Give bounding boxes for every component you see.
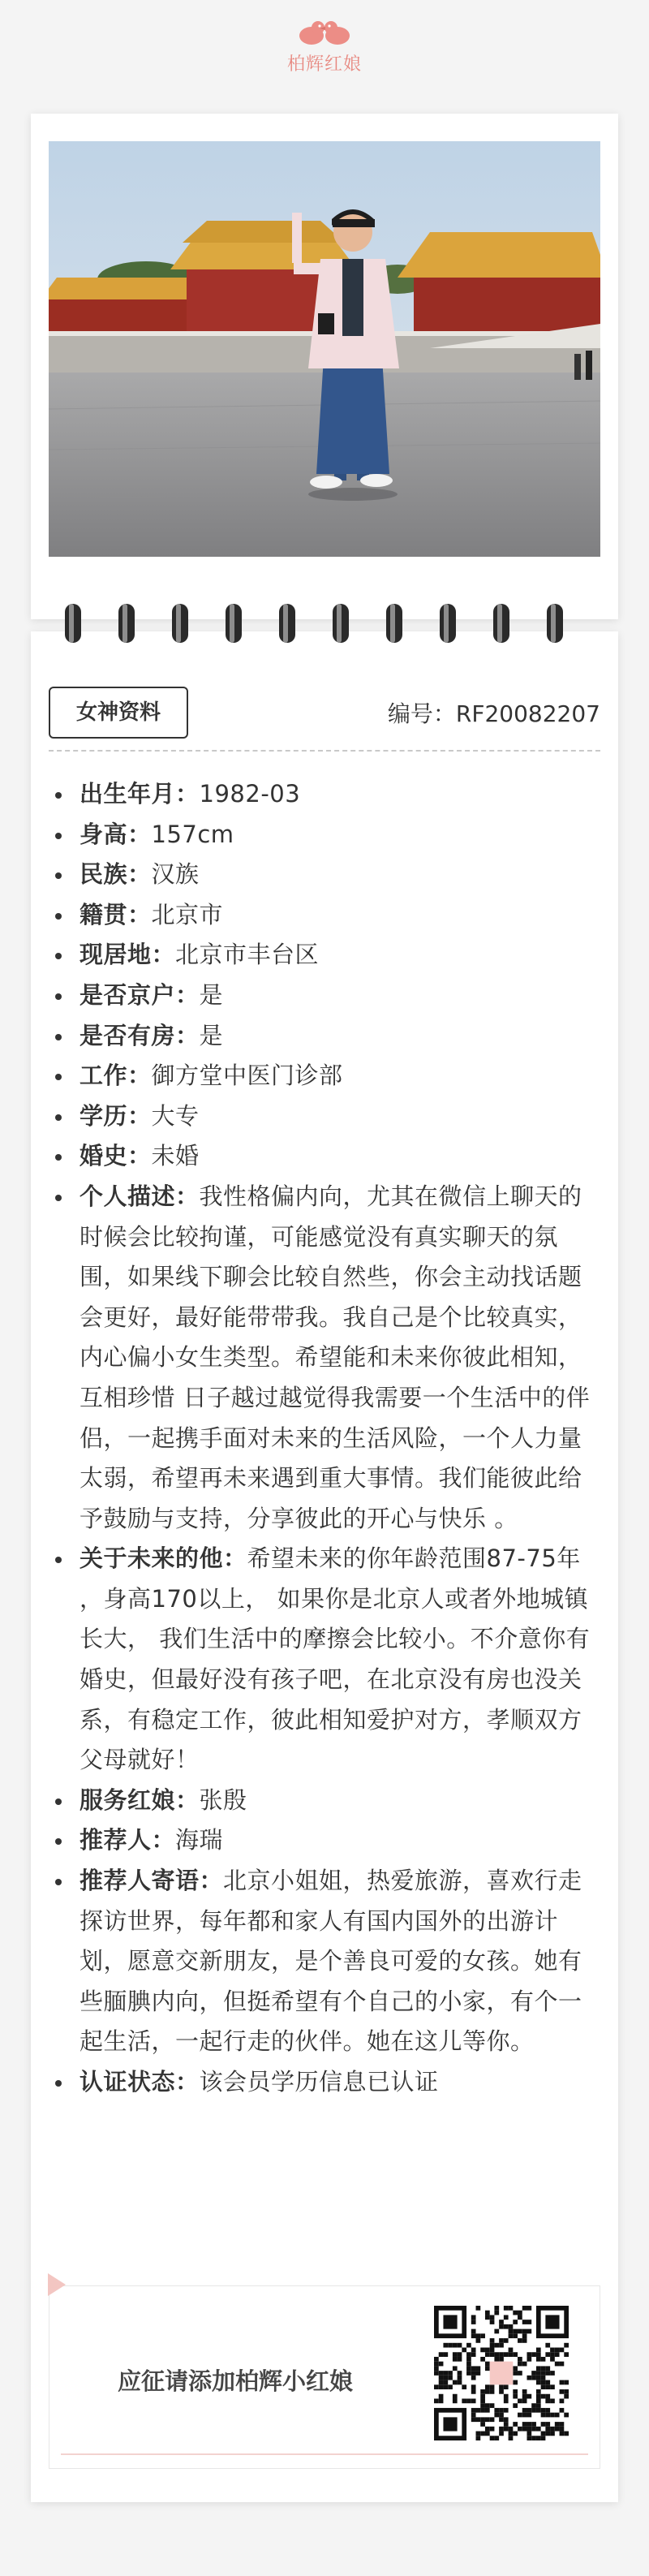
- list-item: [49, 1177, 600, 1539]
- item-value: 未婚: [151, 1142, 200, 1170]
- item-key: 认证状态：: [80, 2068, 200, 2096]
- contact-footer: [49, 2285, 600, 2469]
- item-value: 张殷: [199, 1786, 247, 1814]
- item-key: 现居地：: [80, 941, 176, 969]
- binder-ring-icon: [331, 601, 350, 646]
- list-item: [49, 1861, 600, 2062]
- item-value: 是: [199, 980, 224, 1009]
- item-value: 该会员学历信息已认证: [199, 2068, 439, 2096]
- brand-name: 柏辉红娘: [286, 54, 362, 75]
- item-value: 海瑞: [175, 1826, 224, 1854]
- item-value: 汉族: [151, 860, 200, 889]
- item-key: 是否有房：: [80, 1021, 200, 1049]
- item-value: 我性格偏内向，尤其在微信上聊天的时候会比较拘谨，可能感觉没有真实聊天的氛围，如果线下聊会比较自然些，你会主动找话题会更好，最好能带带我。我自己是个比较真实，内心偏小女生类型。希望能和未来你彼此相知，互相珍惜 日子越过越觉得我需要一个生活中的伴侣，一起携手面对未来的生活风险，一个人力量太弱，希望再未来遇到重大事情。我们能彼此给予鼓励与支持，分享彼此的开心与快乐 。: [80, 1182, 591, 1532]
- item-key: 身高：: [80, 820, 152, 848]
- item-key: 工作：: [80, 1062, 152, 1090]
- footer-divider: [61, 2453, 588, 2455]
- dashed-divider: [49, 750, 600, 752]
- item-key: 推荐人寄语：: [80, 1867, 224, 1895]
- item-key: 关于未来的他：: [80, 1544, 247, 1573]
- list-item: [49, 1056, 600, 1096]
- binder-ring-icon: [277, 601, 297, 646]
- cta-text: 应征请添加柏辉小红娘: [118, 2367, 354, 2395]
- item-key: 推荐人：: [80, 1826, 176, 1854]
- item-value: 大专: [151, 1101, 200, 1130]
- binder-ring-icon: [492, 601, 511, 646]
- item-value: 希望未来的你年龄范围87-75年 ，身高170以上， 如果你是北京人或者外地城镇长大， 我们生活中的摩擦会比较小。不介意你有婚史，但最好没有孩子吧，在北京没有房也没关系，有稳定工作，彼此相知爱护对方，孝顺双方父母就好！: [80, 1544, 591, 1774]
- qr-code-icon[interactable]: [434, 2306, 569, 2440]
- list-item: [49, 815, 600, 855]
- list-item: [49, 1781, 600, 1821]
- binder-ring-icon: [170, 601, 190, 646]
- item-value: 1982-03: [199, 780, 301, 808]
- brand-logo: [0, 16, 649, 75]
- list-item: [49, 895, 600, 936]
- item-key: 出生年月：: [80, 780, 200, 808]
- item-value: 北京市: [151, 900, 224, 928]
- item-key: 学历：: [80, 1101, 152, 1130]
- list-item: [49, 935, 600, 976]
- item-key: 籍贯：: [80, 900, 152, 928]
- photo-card: [31, 114, 618, 619]
- list-item: [49, 976, 600, 1016]
- list-item: [49, 774, 600, 815]
- list-item: [49, 1136, 600, 1177]
- section-tag: 女神资料: [49, 687, 188, 739]
- item-value: 北京小姐姐，热爱旅游，喜欢行走探访世界，每年都和家人有国内国外的出游计划，愿意交新朋友，是个善良可爱的女孩。她有些腼腆内向，但挺希望有个自己的小家，有个一起生活，一起行走的伙伴。她在这儿等你。: [80, 1867, 582, 2056]
- item-key: 是否京户：: [80, 980, 200, 1009]
- serial-number: 编号：RF20082207: [387, 700, 600, 727]
- item-key: 民族：: [80, 860, 152, 889]
- binder-ring-icon: [117, 601, 136, 646]
- binder-ring-icon: [438, 601, 458, 646]
- item-value: 北京市丰台区: [175, 941, 320, 969]
- item-key: 服务红娘：: [80, 1786, 200, 1814]
- item-key: 婚史：: [80, 1142, 152, 1170]
- list-item: [49, 2062, 600, 2103]
- list-item: [49, 1539, 600, 1781]
- two-birds-icon: [284, 16, 365, 49]
- profile-list: [49, 774, 600, 2103]
- list-item: [49, 1820, 600, 1861]
- profile-card: [31, 631, 618, 2502]
- binder-ring-icon: [63, 601, 83, 646]
- binder-ring-icon: [224, 601, 243, 646]
- profile-photo: [49, 141, 600, 557]
- list-item: [49, 1096, 600, 1137]
- item-value: 157cm: [151, 820, 234, 848]
- triangle-marker-icon: [48, 2273, 66, 2296]
- binder-ring-icon: [545, 601, 565, 646]
- item-value: 是: [199, 1021, 224, 1049]
- item-value: 御方堂中医门诊部: [151, 1062, 343, 1090]
- binder-rings: [0, 601, 649, 649]
- list-item: [49, 1016, 600, 1057]
- item-key: 个人描述：: [80, 1182, 200, 1210]
- binder-ring-icon: [385, 601, 404, 646]
- list-item: [49, 855, 600, 895]
